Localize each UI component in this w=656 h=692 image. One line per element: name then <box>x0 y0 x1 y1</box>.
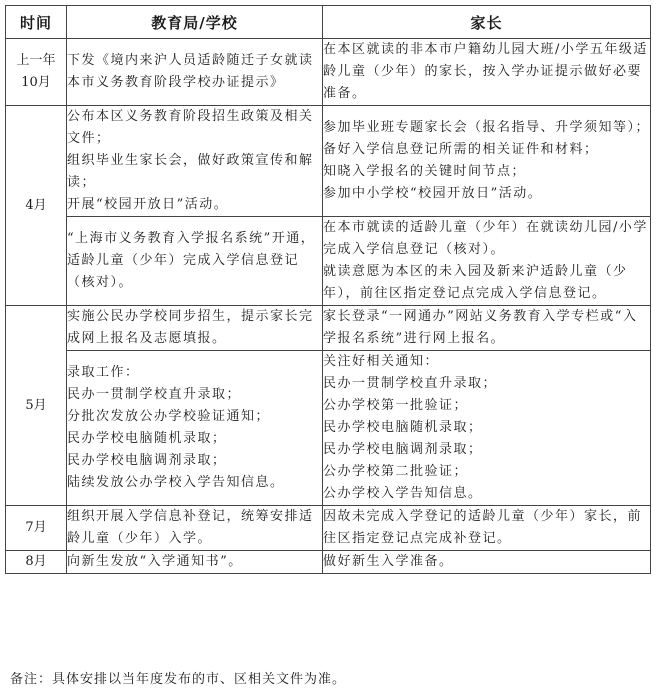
bureau-school-cell <box>67 506 323 551</box>
parent-line: 家长登录“一网通办”网站义务教育入学专栏或“入学报名系统”进行网上报名。 <box>323 309 638 346</box>
bureau-school-cell <box>67 217 323 306</box>
parent-line: 民办学校电脑随机录取； <box>323 420 483 435</box>
time-cell <box>6 506 67 551</box>
parent-line: 做好新生入学准备。 <box>323 554 454 569</box>
parent-cell <box>323 506 651 551</box>
parent-cell <box>323 39 651 106</box>
time-label: 7月 <box>25 520 47 535</box>
table-row <box>6 351 651 506</box>
bureau-school-cell <box>67 106 323 217</box>
bureau-line: 分批次发放公办学校验证通知； <box>67 409 271 424</box>
bureau-line: “上海市义务教育入学报名系统”开通，适龄儿童（少年）完成入学信息登记（核对）。 <box>67 231 316 290</box>
header-time: 时间 <box>6 6 67 39</box>
bureau-line: 公布本区义务教育阶段招生政策及相关文件； <box>67 109 314 146</box>
header-bureau-school: 教育局/学校 <box>67 6 323 39</box>
time-cell <box>6 106 67 306</box>
bureau-line: 录取工作： <box>67 365 140 380</box>
parent-line: 关注好相关通知： <box>323 354 440 369</box>
time-cell <box>6 306 67 506</box>
table-row <box>6 217 651 306</box>
bureau-school-cell <box>67 551 323 574</box>
bureau-line: 向新生发放“入学通知书”。 <box>67 554 243 569</box>
bureau-line: 民办学校电脑调剂录取； <box>67 453 227 468</box>
parent-line: 备好入学信息登记所需的相关证件和材料； <box>323 142 599 157</box>
bureau-line: 陆续发放公办学校入学告知信息。 <box>67 475 285 490</box>
parent-line: 在本市就读的适龄儿童（少年）在就读幼儿园/小学完成入学信息登记（核对）。 <box>323 220 648 257</box>
bureau-school-cell <box>67 39 323 106</box>
table-row <box>6 106 651 217</box>
table-row <box>6 39 651 106</box>
parent-line: 就读意愿为本区的未入园及新来沪适龄儿童（少年），前往区指定登记点完成入学信息登记。 <box>323 264 628 301</box>
time-label: 8月 <box>25 554 47 569</box>
header-parent: 家长 <box>323 6 651 39</box>
bureau-line: 下发《境内来沪人员适龄随迁子女就读本市义务教育阶段学校办证提示》 <box>67 53 314 90</box>
bureau-line: 组织开展入学信息补登记，统筹安排适龄儿童（少年）入学。 <box>67 509 314 546</box>
parent-line: 民办学校电脑调剂录取； <box>323 442 483 457</box>
time-cell <box>6 39 67 106</box>
parent-line: 参加毕业班专题家长会（报名指导、升学须知等）； <box>323 120 651 135</box>
bureau-line: 民办学校电脑随机录取； <box>67 431 227 446</box>
parent-cell <box>323 306 651 351</box>
parent-line: 知晓入学报名的关键时间节点； <box>323 164 527 179</box>
parent-line: 公办学校第二批验证； <box>323 464 469 479</box>
parent-line: 因故未完成入学登记的适龄儿童（少年）家长，前往区指定登记点完成补登记。 <box>323 509 643 546</box>
parent-line: 在本区就读的非本市户籍幼儿园大班/小学五年级适龄儿童（少年）的家长，按入学办证提示做好必要准备。 <box>323 42 648 101</box>
parent-cell <box>323 551 651 574</box>
table-row <box>6 506 651 551</box>
parent-cell <box>323 351 651 506</box>
bureau-school-cell <box>67 306 323 351</box>
bureau-line: 民办一贯制学校直升录取； <box>67 387 242 402</box>
table-row <box>6 551 651 574</box>
parent-line: 公办学校入学告知信息。 <box>323 486 483 501</box>
parent-line: 民办一贯制学校直升录取； <box>323 376 498 391</box>
bureau-line: 组织毕业生家长会，做好政策宣传和解读； <box>67 153 314 190</box>
time-label: 上一年 <box>16 53 56 68</box>
time-label: 5月 <box>25 397 47 413</box>
parent-cell <box>323 217 651 306</box>
header-row <box>6 6 651 39</box>
footnote: 备注：具体安排以当年度发布的市、区相关文件为准。 <box>10 672 347 687</box>
time-cell <box>6 551 67 574</box>
parent-cell <box>323 106 651 217</box>
bureau-line: 开展“校园开放日”活动。 <box>67 197 229 212</box>
time-label: 4月 <box>25 197 47 213</box>
table-row <box>6 306 651 351</box>
parent-line: 参加中小学校“校园开放日”活动。 <box>323 186 543 201</box>
bureau-line: 实施公民办学校同步招生，提示家长完成网上报名及志愿填报。 <box>67 309 314 346</box>
bureau-school-cell <box>67 351 323 506</box>
enrollment-schedule-table <box>5 5 651 574</box>
time-label: 10月 <box>21 75 51 90</box>
parent-line: 公办学校第一批验证； <box>323 398 469 413</box>
